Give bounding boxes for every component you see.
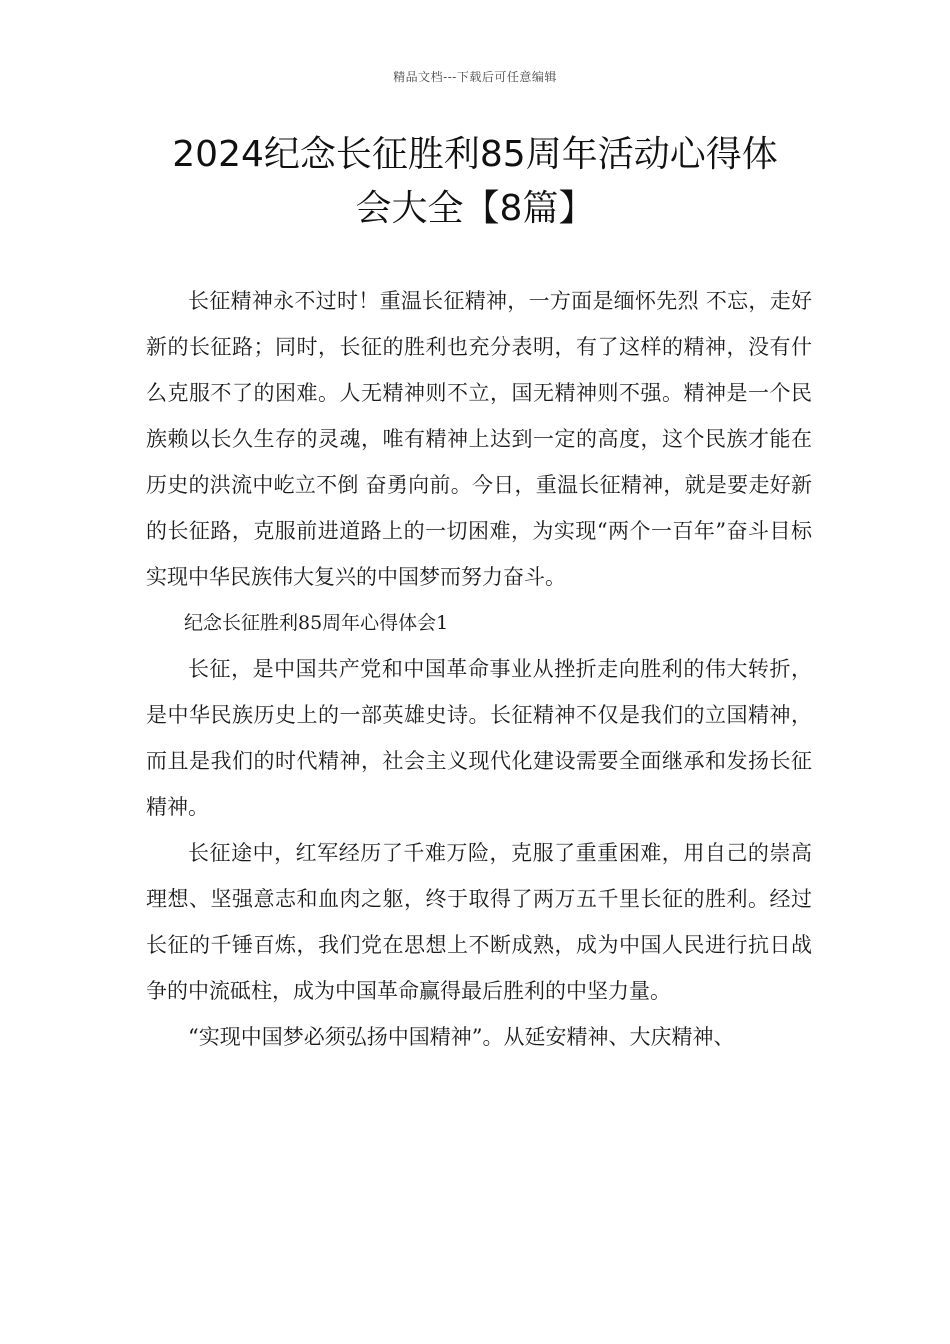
title-line-1: 2024纪念长征胜利85周年活动心得体 [172, 134, 778, 175]
paragraph: 长征，是中国共产党和中国革命事业从挫折走向胜利的伟大转折，是中华民族历史上的一部英雄史诗。长征精神不仅是我们的立国精神，而且是我们的时代精神，社会主义现代化建设需要全面继承和发扬长征精神。 [146, 657, 812, 819]
title-line-2: 会大全【8篇】 [355, 188, 595, 229]
section-heading: 纪念长征胜利85周年心得体会1 [184, 612, 449, 634]
page-title [100, 128, 850, 236]
document-body [146, 278, 812, 1060]
header-note: 精品文档---下载后可任意编辑 [393, 70, 557, 84]
paragraph-intro: 长征精神永不过时！重温长征精神，一方面是缅怀先烈 不忘，走好新的长征路；同时，长征的胜利也充分表明，有了这样的精神，没有什么克服不了的困难。人无精神则不立，国无精神则不强。精神是一个民族赖以长久生存的灵魂，唯有精神上达到一定的高度，这个民族才能在历史的洪流中屹立不倒 奋勇向前。今日，重温长征精神，就是要走好新的长征路，克服前进道路上的一切困难，为实现“两个一百年”奋斗目标 实现中华民族伟大复兴的中国梦而努力奋斗。 [146, 289, 812, 589]
paragraph: “实现中国梦必须弘扬中国精神”。从延安精神、大庆精神、 [188, 1025, 735, 1049]
paragraph: 长征途中，红军经历了千难万险，克服了重重困难，用自己的崇高理想、坚强意志和血肉之躯，终于取得了两万五千里长征的胜利。经过长征的千锤百炼，我们党在思想上不断成熟，成为中国人民进行抗日战争的中流砥柱，成为中国革命赢得最后胜利的中坚力量。 [146, 841, 812, 1003]
